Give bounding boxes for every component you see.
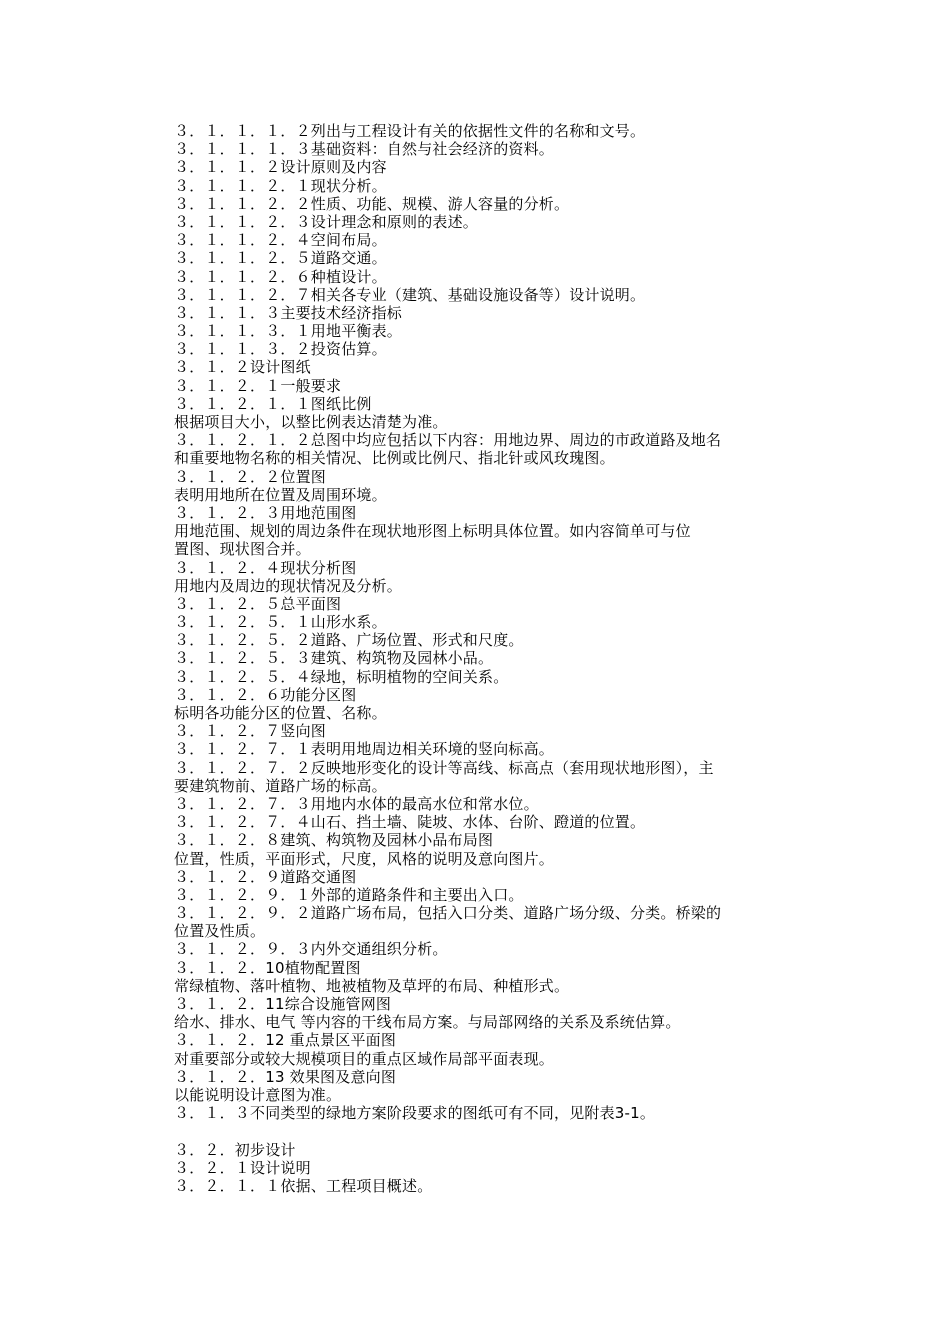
blank-line (174, 1122, 814, 1140)
text-line: ３．１．１．２．３设计理念和原则的表述。 (174, 212, 479, 231)
text-line: ３．１．２．８建筑、构筑物及园林小品布局图 (174, 831, 494, 850)
text-line: ３．１．２．５．２道路、广场位置、形式和尺度。 (174, 631, 524, 650)
text-line: 表明用地所在位置及周围环境。 (174, 485, 387, 504)
text-line: ３．１．２．３用地范围图 (174, 503, 357, 522)
text-line: 以能说明设计意图为准。 (174, 1085, 342, 1104)
text-line: 标明各功能分区的位置、名称。 (174, 704, 387, 722)
text-line: ３．２．１．１依据、工程项目概述。 (174, 1176, 433, 1195)
text-line: ３．１．２．９．２道路广场布局，包括入口分类、道路广场分级、分类。桥梁的 (174, 904, 722, 923)
text-line: 用地范围、规划的周边条件在现状地形图上标明具体位置。如内容简单可与位 (174, 522, 691, 541)
text-line: ３．１．２．５总平面图 (174, 594, 342, 613)
text-line: ３．１．１．３．２投资估算。 (174, 340, 387, 359)
text-line: ３．１．２．９．３内外交通组织分析。 (174, 940, 448, 959)
text-line: ３．１．２．４现状分析图 (174, 558, 357, 577)
text-line: ３．１．２．７．１表明用地周边相关环境的竖向标高。 (174, 740, 555, 759)
text-line: ３．１．２．１．２总图中均应包括以下内容：用地边界、周边的市政道路及地名 (174, 431, 722, 450)
text-line: ３．１．１．２．６种植设计。 (174, 267, 387, 286)
text-line: ３．１．２．９．１外部的道路条件和主要出入口。 (174, 885, 524, 904)
text-line: ３．１．２．５．１山形水系。 (174, 613, 387, 632)
text-line: ３．２．初步设计 (174, 1140, 296, 1159)
text-line: ３．１．１．３．１用地平衡表。 (174, 322, 403, 341)
text-line: ３．１．２．２位置图 (174, 467, 327, 486)
text-line: ３．１．２．５．３建筑、构筑物及园林小品。 (174, 649, 494, 668)
text-line: ３．１．２．11综合设施管网图 (174, 995, 392, 1013)
text-line: ３．１．２．13 效果图及意向图 (174, 1067, 397, 1086)
text-line: ３．１．１．２．２性质、功能、规模、游人容量的分析。 (174, 194, 570, 213)
text-line: ３．１．２．９道路交通图 (174, 867, 357, 886)
text-line: 给水、排水、电气 等内容的干线布局方案。与局部网络的关系及系统估算。 (174, 1013, 681, 1032)
text-line: 和重要地物名称的相关情况、比例或比例尺、指北针或风玫瑰图。 (174, 449, 615, 468)
text-line: 位置及性质。 (174, 922, 266, 941)
text-line: ３．１．２．５．４绿地，标明植物的空间关系。 (174, 667, 509, 686)
text-line: ３．１．２．７．４山石、挡土墙、陡坡、水体、台阶、蹬道的位置。 (174, 813, 646, 832)
text-line: ３．１．２．12 重点景区平面图 (174, 1031, 397, 1050)
text-line: ３．１．２．７竖向图 (174, 722, 327, 741)
text-line: ３．１．２．１一般要求 (174, 376, 342, 395)
text-line: ３．１．１．３主要技术经济指标 (174, 303, 403, 322)
text-line: 对重要部分或较大规模项目的重点区域作局部平面表现。 (174, 1049, 555, 1068)
text-line: ３．１．２．10植物配置图 (174, 958, 361, 977)
text-line: 用地内及周边的现状情况及分析。 (174, 576, 403, 595)
text-line: ３．１．３不同类型的绿地方案阶段要求的图纸可有不同，见附表3-1。 (174, 1104, 656, 1123)
text-line: ３．１．１．１．３基础资料：自然与社会经济的资料。 (174, 140, 555, 159)
text-line: ３．１．１．２设计原则及内容 (174, 158, 387, 177)
text-line: ３．１．２．７．３用地内水体的最高水位和常水位。 (174, 794, 539, 813)
text-line: 要建筑物前、道路广场的标高。 (174, 776, 387, 795)
text-line: 根据项目大小，以整比例表达清楚为准。 (174, 413, 448, 431)
text-line: 常绿植物、落叶植物、地被植物及草坪的布局、种植形式。 (174, 976, 570, 995)
text-line: ３．１．１．２．５道路交通。 (174, 249, 387, 268)
text-line: ３．１．１．１．２列出与工程设计有关的依据性文件的名称和文号。 (174, 122, 646, 140)
text-line: ３．１．１．２．４空间布局。 (174, 231, 387, 250)
text-line: ３．１．１．２．１现状分析。 (174, 176, 387, 195)
text-line: 置图、现状图合并。 (174, 540, 311, 559)
text-line: ３．２．１设计说明 (174, 1158, 311, 1177)
text-line: ３．１．２．６功能分区图 (174, 685, 357, 704)
text-line: ３．１．２．１．１图纸比例 (174, 394, 372, 413)
document-page (174, 122, 814, 1195)
text-line: ３．１．１．２．７相关各专业（建筑、基础设施设备等）设计说明。 (174, 285, 646, 304)
text-line: ３．１．２．７．２反映地形变化的设计等高线、标高点（套用现状地形图），主 (174, 758, 714, 777)
text-line: ３．１．２设计图纸 (174, 358, 311, 377)
text-line: 位置，性质，平面形式，尺度，风格的说明及意向图片。 (174, 849, 555, 868)
